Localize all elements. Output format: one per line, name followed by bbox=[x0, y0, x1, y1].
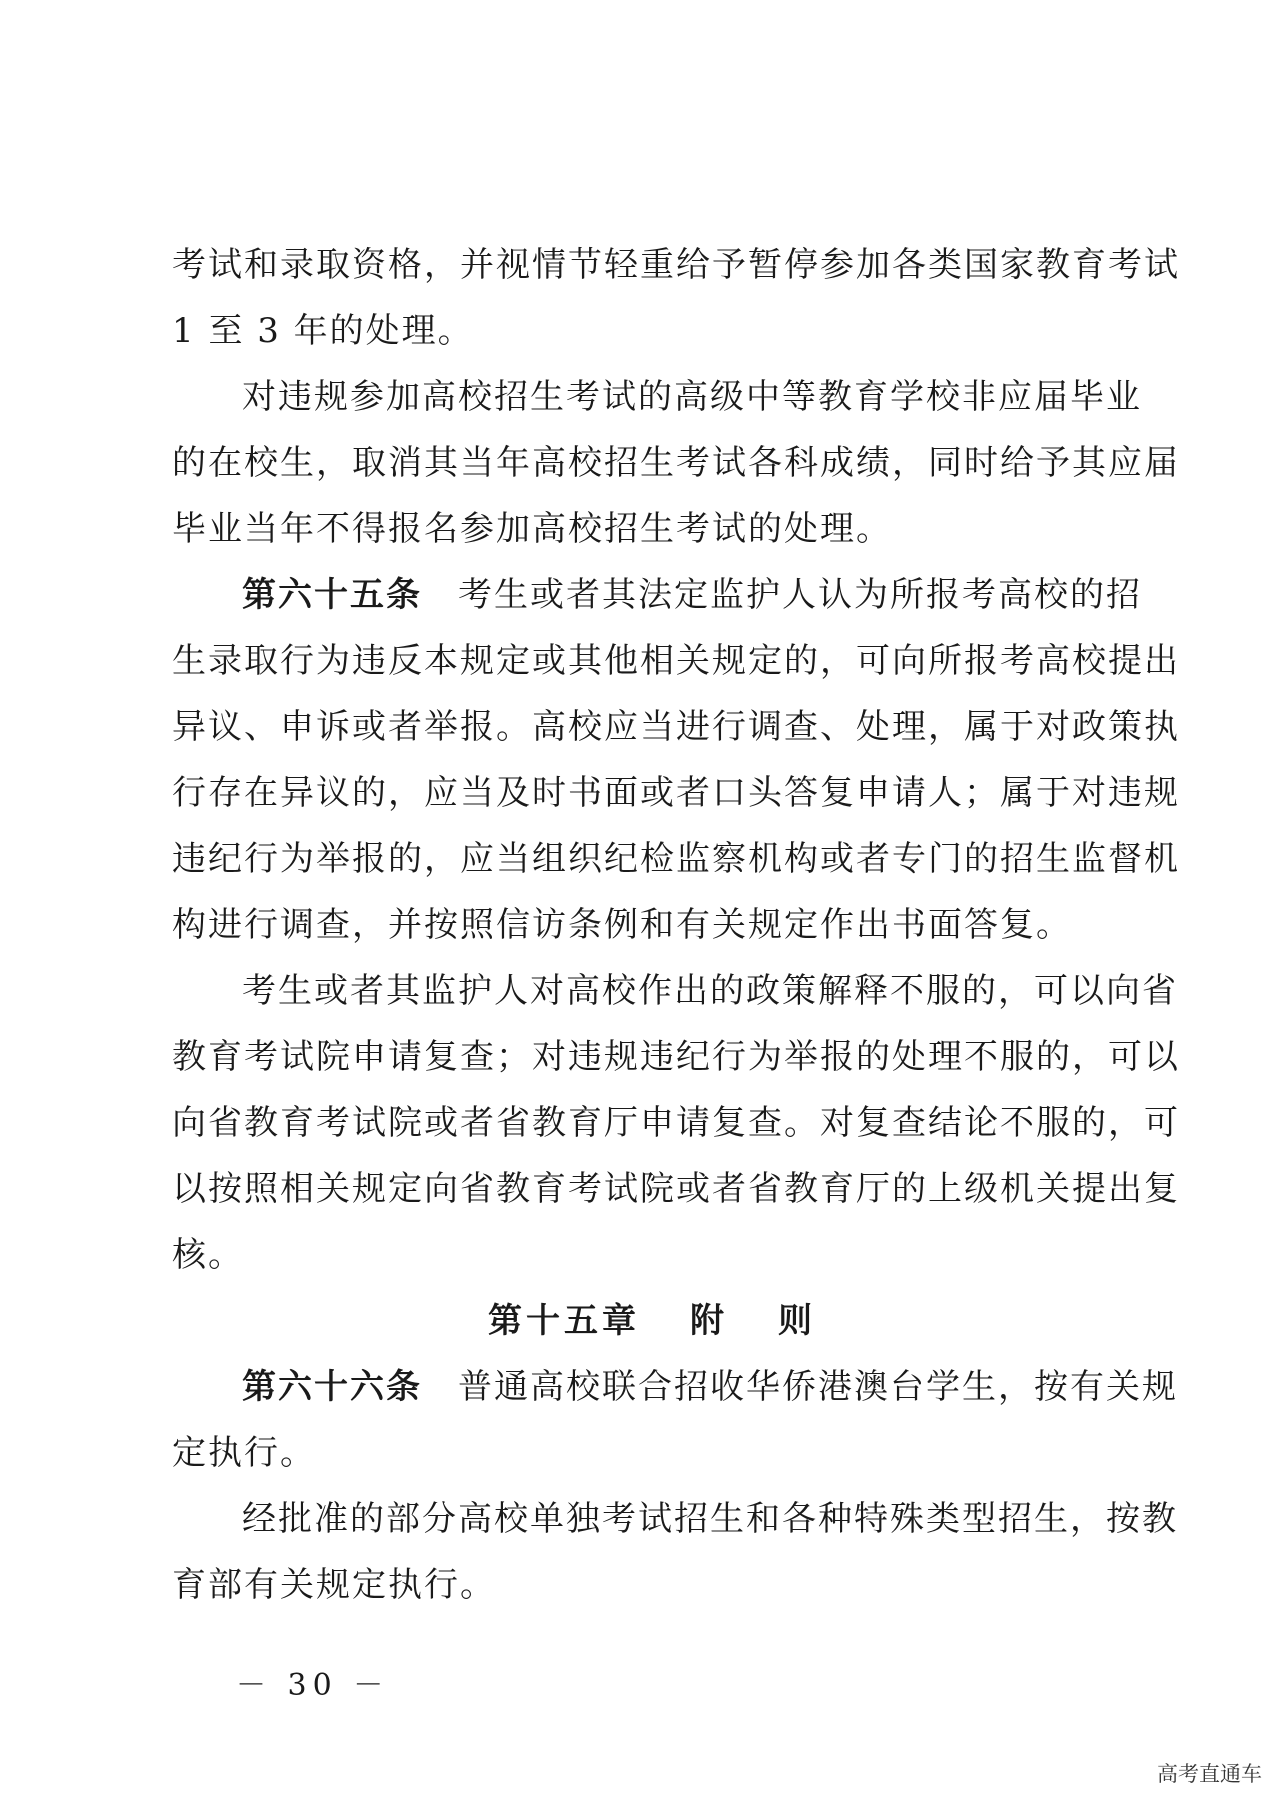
text-line: 生录取行为违反本规定或其他相关规定的，可向所报考高校提出 bbox=[172, 641, 1180, 681]
text-line: 教育考试院申请复查；对违规违纪行为举报的处理不服的，可以 bbox=[172, 1037, 1180, 1077]
watermark: 高考直通车 bbox=[1157, 1762, 1262, 1786]
text-line: 核。 bbox=[172, 1235, 244, 1275]
text-line: 经批准的部分高校单独考试招生和各种特殊类型招生，按教 bbox=[242, 1499, 1178, 1539]
text-line: 考试和录取资格，并视情节轻重给予暂停参加各类国家教育考试 bbox=[172, 245, 1180, 285]
text-line: 违纪行为举报的，应当组织纪检监察机构或者专门的招生监督机 bbox=[172, 839, 1180, 879]
text-line: 普通高校联合招收华侨港澳台学生，按有关规 bbox=[458, 1367, 1178, 1407]
text-line: 构进行调查，并按照信访条例和有关规定作出书面答复。 bbox=[172, 905, 1072, 945]
text-line: 定执行。 bbox=[172, 1433, 316, 1473]
text-line: 育部有关规定执行。 bbox=[172, 1565, 496, 1605]
text-line: 1 至 3 年的处理。 bbox=[172, 311, 474, 351]
page-number: － 30 － bbox=[236, 1668, 390, 1703]
text-line: 行存在异议的，应当及时书面或者口头答复申请人；属于对违规 bbox=[172, 773, 1180, 813]
article-65-label: 第六十五条 bbox=[242, 575, 422, 615]
chapter-heading bbox=[172, 1288, 1132, 1354]
text-line: 考生或者其法定监护人认为所报考高校的招 bbox=[458, 575, 1142, 615]
chapter-number: 第十五章 bbox=[488, 1301, 640, 1341]
text-line: 对违规参加高校招生考试的高级中等教育学校非应届毕业 bbox=[242, 377, 1142, 417]
text-line: 考生或者其监护人对高校作出的政策解释不服的，可以向省 bbox=[242, 971, 1178, 1011]
article-66-label: 第六十六条 bbox=[242, 1367, 422, 1407]
chapter-title-part: 附 bbox=[690, 1301, 728, 1341]
text-line: 异议、申诉或者举报。高校应当进行调查、处理，属于对政策执 bbox=[172, 707, 1180, 747]
text-line: 的在校生，取消其当年高校招生考试各科成绩，同时给予其应届 bbox=[172, 443, 1180, 483]
text-line: 以按照相关规定向省教育考试院或者省教育厅的上级机关提出复 bbox=[172, 1169, 1180, 1209]
text-line: 向省教育考试院或者省教育厅申请复查。对复查结论不服的，可 bbox=[172, 1103, 1180, 1143]
text-line: 毕业当年不得报名参加高校招生考试的处理。 bbox=[172, 509, 892, 549]
chapter-title-part: 则 bbox=[778, 1301, 816, 1341]
article-65-line bbox=[172, 562, 1142, 628]
article-66-line bbox=[172, 1354, 1178, 1420]
document-body bbox=[172, 232, 1180, 1618]
